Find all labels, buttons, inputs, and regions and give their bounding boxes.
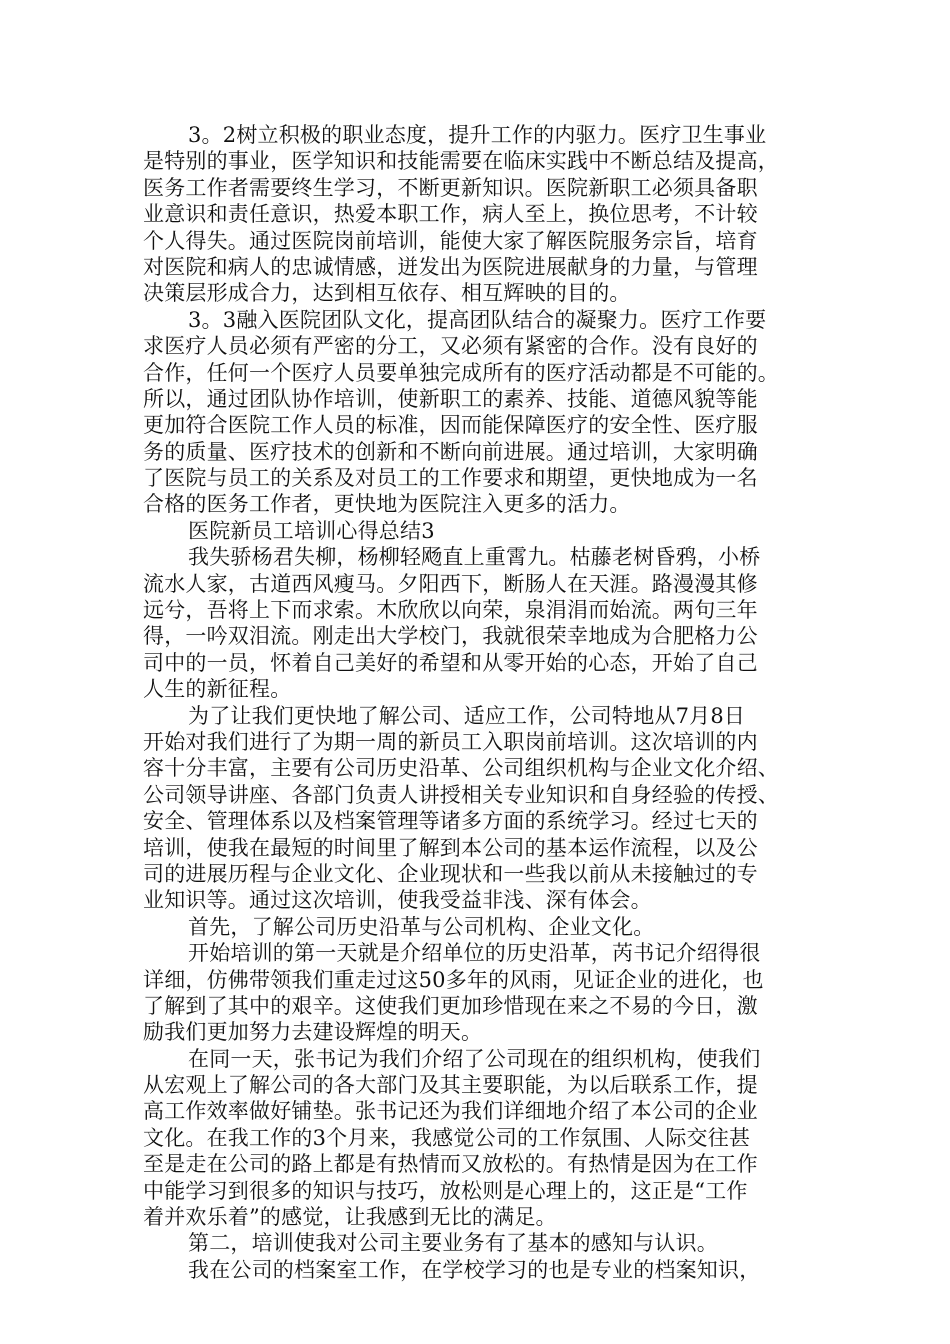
text-line: 对医院和病人的忠诚情感，迸发出为医院进展献身的力量，与管理 bbox=[143, 254, 758, 279]
text-line: 人生的新征程。 bbox=[143, 677, 292, 702]
text-line: 高工作效率做好铺垫。张书记还为我们详细地介绍了本公司的企业 bbox=[143, 1099, 758, 1124]
text-line: 医院新员工培训心得总结3 bbox=[188, 518, 435, 543]
text-line: 首先，了解公司历史沿革与公司机构、企业文化。 bbox=[188, 914, 655, 939]
text-line: 3。2树立积极的职业态度，提升工作的内驱力。医疗卫生事业 bbox=[188, 123, 767, 147]
text-line: 为了让我们更快地了解公司、适应工作，公司特地从7月8日 bbox=[188, 703, 746, 728]
text-line: 安全、管理体系以及档案管理等诸多方面的系统学习。经过七天的 bbox=[143, 809, 758, 834]
text-line: 远兮，吾将上下而求索。木欣欣以向荣，泉涓涓而始流。两句三年 bbox=[143, 598, 758, 623]
text-line: 业意识和责任意识，热爱本职工作，病人至上，换位思考，不计较 bbox=[143, 202, 758, 227]
text-line: 个人得失。通过医院岗前培训，能使大家了解医院服务宗旨，培育 bbox=[143, 228, 758, 253]
text-line: 详细，仿佛带领我们重走过这50多年的风雨，见证企业的进化，也 bbox=[143, 967, 764, 992]
text-line: 医务工作者需要终生学习，不断更新知识。医院新职工必须具备职 bbox=[143, 175, 758, 200]
text-line: 励我们更加努力去建设辉煌的明天。 bbox=[143, 1020, 483, 1045]
text-line: 公司领导讲座、各部门负责人讲授相关专业知识和自身经验的传授、 bbox=[143, 782, 779, 807]
text-line: 培训，使我在最短的时间里了解到本公司的基本运作流程，以及公 bbox=[143, 835, 758, 860]
text-line: 所以，通过团队协作培训，使新职工的素养、技能、道德风貌等能 bbox=[143, 386, 758, 411]
text-line: 决策层形成合力，达到相互依存、相互辉映的目的。 bbox=[143, 281, 631, 306]
text-line: 合作，任何一个医疗人员要单独完成所有的医疗活动都是不可能的。 bbox=[143, 360, 779, 385]
text-line: 合格的医务工作者，更快地为医院注入更多的活力。 bbox=[143, 492, 631, 517]
text-line: 我失骄杨君失柳，杨柳轻飏直上重霄九。枯藤老树昏鸦，小桥 bbox=[188, 545, 761, 570]
text-line: 了解到了其中的艰辛。这使我们更加珍惜现在来之不易的今日，激 bbox=[143, 993, 758, 1018]
text-line: 流水人家，古道西风瘦马。夕阳西下，断肠人在天涯。路漫漫其修 bbox=[143, 571, 758, 596]
text-line: 开始培训的第一天就是介绍单位的历史沿革，芮书记介绍得很 bbox=[188, 941, 761, 966]
text-line: 务的质量、医疗技术的创新和不断向前进展。通过培训，大家明确 bbox=[143, 439, 758, 464]
text-line: 开始对我们进行了为期一周的新员工入职岗前培训。这次培训的内 bbox=[143, 729, 758, 754]
text-line: 文化。在我工作的3个月来，我感觉公司的工作氛围、人际交往甚 bbox=[143, 1125, 751, 1150]
text-line: 着并欢乐着”的感觉，让我感到无比的满足。 bbox=[143, 1205, 557, 1230]
text-line: 3。3融入医院团队文化，提高团队结合的凝聚力。医疗工作要 bbox=[188, 307, 767, 332]
text-line: 得，一吟双泪流。刚走出大学校门，我就很荣幸地成为合肥格力公 bbox=[143, 624, 758, 649]
text-line: 我在公司的档案室工作，在学校学习的也是专业的档案知识， bbox=[188, 1257, 761, 1282]
text-line: 求医疗人员必须有严密的分工，又必须有紧密的合作。没有良好的 bbox=[143, 334, 758, 359]
text-line: 在同一天，张书记为我们介绍了公司现在的组织机构，使我们 bbox=[188, 1046, 761, 1071]
text-line: 中能学习到很多的知识与技巧，放松则是心理上的，这正是“工作 bbox=[143, 1178, 748, 1203]
document-body bbox=[143, 122, 811, 1283]
text-line: 更加符合医院工作人员的标准，因而能保障医疗的安全性、医疗服 bbox=[143, 413, 758, 438]
text-line: 第二，培训使我对公司主要业务有了基本的感知与认识。 bbox=[188, 1231, 718, 1256]
text-line: 是特别的事业，医学知识和技能需要在临床实践中不断总结及提高， bbox=[143, 149, 779, 174]
text-line: 容十分丰富，主要有公司历史沿革、公司组织机构与企业文化介绍、 bbox=[143, 756, 779, 781]
text-line: 了医院与员工的关系及对员工的工作要求和期望，更快地成为一名 bbox=[143, 466, 758, 491]
text-line: 司中的一员，怀着自己美好的希望和从零开始的心态，开始了自己 bbox=[143, 650, 758, 675]
text-line: 业知识等。通过这次培训，使我受益非浅、深有体会。 bbox=[143, 888, 652, 913]
text-line: 至是走在公司的路上都是有热情而又放松的。有热情是因为在工作 bbox=[143, 1152, 758, 1177]
text-line: 从宏观上了解公司的各大部门及其主要职能，为以后联系工作，提 bbox=[143, 1073, 758, 1098]
text-line: 司的进展历程与企业文化、企业现状和一些我以前从未接触过的专 bbox=[143, 861, 758, 886]
